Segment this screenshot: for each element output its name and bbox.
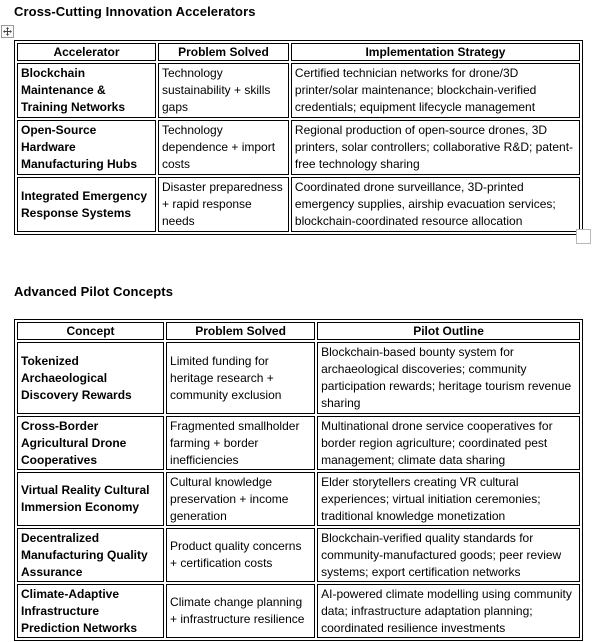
accelerators-table bbox=[14, 40, 583, 235]
cell-concept[interactable]: Tokenized Archaeological Discovery Rewards bbox=[17, 342, 164, 414]
cell-problem[interactable]: Limited funding for heritage research + community exclusion bbox=[166, 342, 315, 414]
header-cell-accelerator[interactable]: Accelerator bbox=[17, 43, 156, 61]
cell-outline[interactable]: Blockchain-verified quality standards for community-manufactured goods; peer review systems; export certification networks bbox=[317, 528, 580, 582]
cell-problem[interactable]: Cultural knowledge preservation + income generation bbox=[166, 472, 315, 526]
cell-problem[interactable]: Product quality concerns + certification costs bbox=[166, 528, 315, 582]
cell-outline[interactable]: Multinational drone service cooperatives for border region agriculture; coordinated pest management; climate data sharing bbox=[317, 416, 580, 470]
cell-strategy[interactable]: Regional production of open-source drones, 3D printers, solar controllers; collaborative R&D; patent-free technology sharing bbox=[291, 120, 580, 175]
cell-accelerator[interactable]: Open-Source Hardware Manufacturing Hubs bbox=[17, 120, 156, 175]
section-title-accelerators[interactable]: Cross-Cutting Innovation Accelerators bbox=[14, 4, 256, 19]
header-cell-pilot-outline[interactable]: Pilot Outline bbox=[317, 322, 580, 340]
header-cell-concept[interactable]: Concept bbox=[17, 322, 164, 340]
cell-strategy[interactable]: Certified technician networks for drone/3D printer/solar maintenance; blockchain-verified credentials; equipment lifecycle management bbox=[291, 63, 580, 118]
cell-accelerator[interactable]: Blockchain Maintenance & Training Networks bbox=[17, 63, 156, 118]
cell-outline[interactable]: Elder storytellers creating VR cultural experiences; virtual initiation ceremonies; traditional knowledge monetization bbox=[317, 472, 580, 526]
cell-outline[interactable]: AI-powered climate modelling using community data; infrastructure adaptation planning; coordinated resilience investments bbox=[317, 584, 580, 638]
table-header-row bbox=[17, 322, 580, 340]
table-row bbox=[17, 342, 580, 414]
cell-strategy[interactable]: Coordinated drone surveillance, 3D-printed emergency supplies, airship evacuation services; blockchain-coordinated resource allocation bbox=[291, 177, 580, 232]
cell-concept[interactable]: Virtual Reality Cultural Immersion Economy bbox=[17, 472, 164, 526]
cell-problem[interactable]: Climate change planning + infrastructure resilience bbox=[166, 584, 315, 638]
cell-concept[interactable]: Climate-Adaptive Infrastructure Prediction Networks bbox=[17, 584, 164, 638]
cell-concept[interactable]: Cross-Border Agricultural Drone Cooperatives bbox=[17, 416, 164, 470]
section-title-pilot-concepts[interactable]: Advanced Pilot Concepts bbox=[14, 284, 174, 299]
cell-problem[interactable]: Technology dependence + import costs bbox=[158, 120, 289, 175]
table-row bbox=[17, 472, 580, 526]
table-row bbox=[17, 63, 580, 118]
pilot-concepts-table bbox=[14, 319, 583, 641]
header-cell-problem-solved[interactable]: Problem Solved bbox=[166, 322, 315, 340]
cell-outline[interactable]: Blockchain-based bounty system for archaeological discoveries; community participation rewards; heritage tourism revenue sharing bbox=[317, 342, 580, 414]
table-move-icon bbox=[3, 27, 12, 36]
header-cell-implementation-strategy[interactable]: Implementation Strategy bbox=[291, 43, 580, 61]
table-row bbox=[17, 528, 580, 582]
table-row bbox=[17, 416, 580, 470]
table-row bbox=[17, 584, 580, 638]
cell-problem[interactable]: Disaster preparedness + rapid response needs bbox=[158, 177, 289, 232]
cell-problem[interactable]: Technology sustainability + skills gaps bbox=[158, 63, 289, 118]
header-cell-problem-solved[interactable]: Problem Solved bbox=[158, 43, 289, 61]
table-row bbox=[17, 120, 580, 175]
cell-accelerator[interactable]: Integrated Emergency Response Systems bbox=[17, 177, 156, 232]
table-row bbox=[17, 177, 580, 232]
cell-problem[interactable]: Fragmented smallholder farming + border inefficiencies bbox=[166, 416, 315, 470]
cell-concept[interactable]: Decentralized Manufacturing Quality Assurance bbox=[17, 528, 164, 582]
table-move-handle[interactable] bbox=[1, 25, 14, 38]
table-header-row bbox=[17, 43, 580, 61]
table-resize-handle[interactable] bbox=[576, 229, 591, 244]
